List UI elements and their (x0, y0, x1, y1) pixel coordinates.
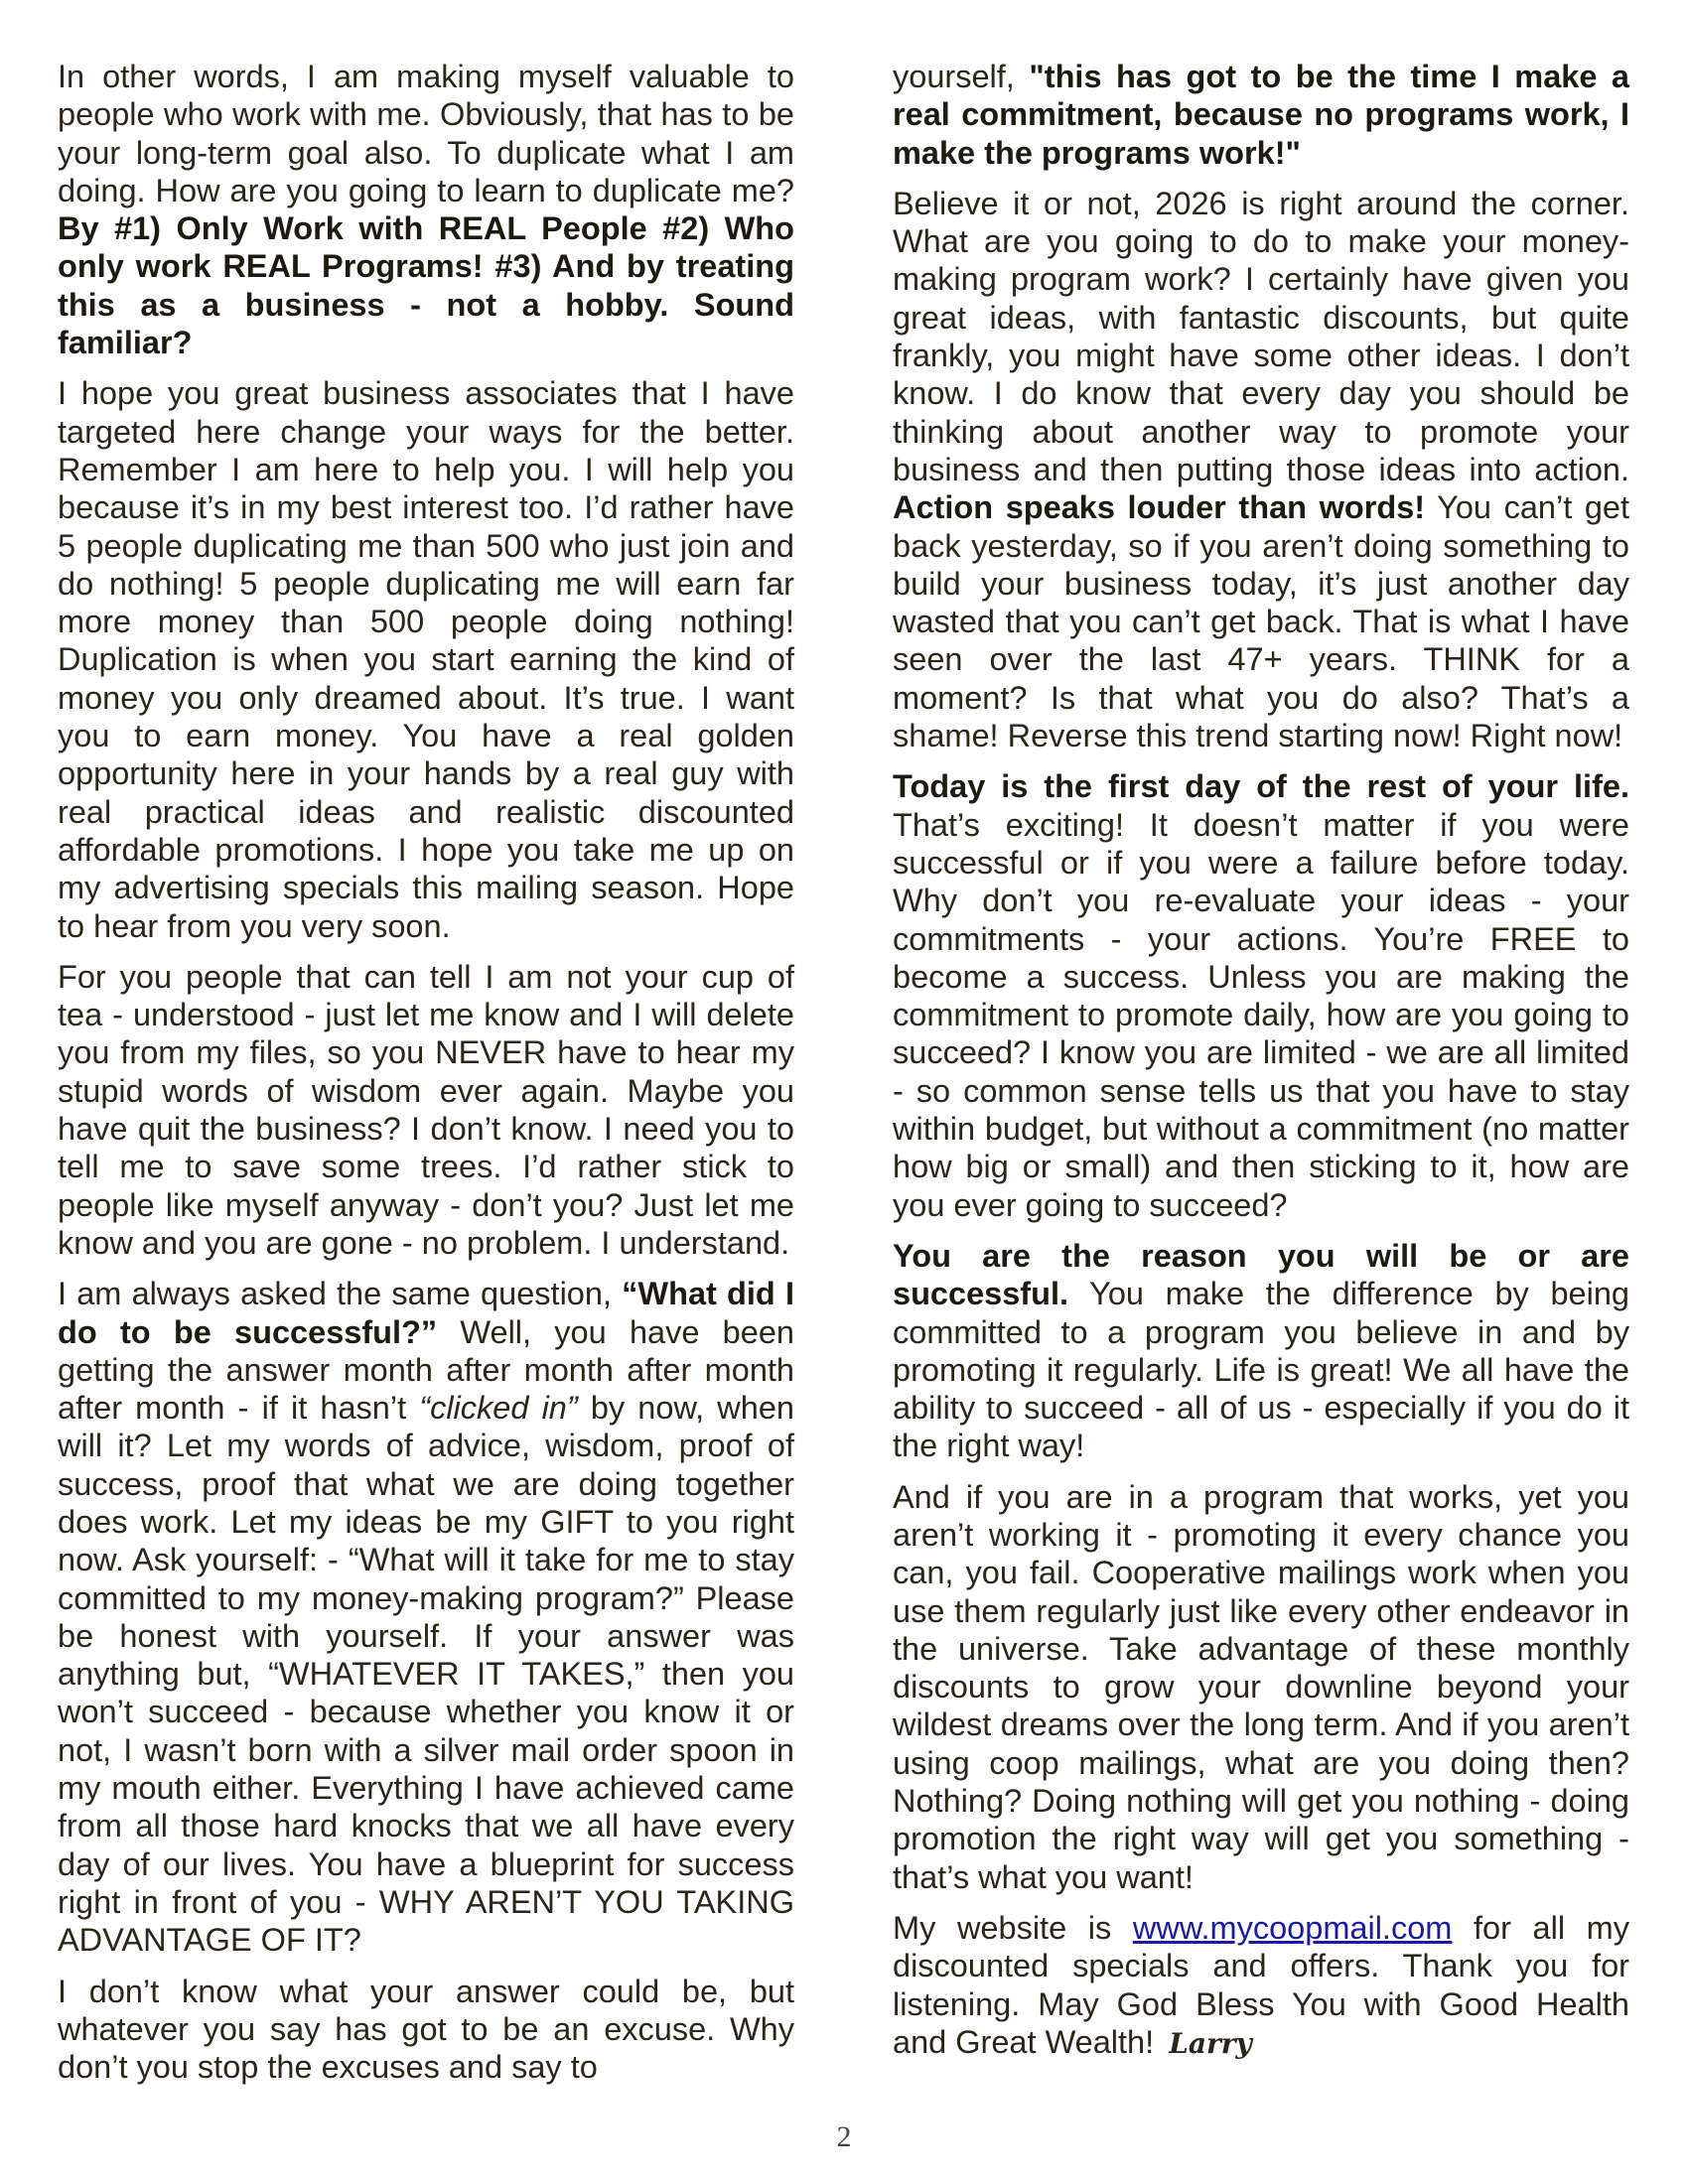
emphasis-text: "this has got to be the time I make a real commitment, because no programs work, I make the programs work!" (893, 59, 1630, 171)
paragraph (893, 185, 1629, 754)
paragraph-text: That’s exciting! It doesn’t matter if you were successful or if you were a failure before today. Why don’t you re-evaluate your ideas - your commitments - your actions. You’re FREE to become a success. Unless you are making the commitment to promote daily, how are you going to succeed? I know you are limited - we are all limited - so common sense tells us that you have to stay within budget, but without a commitment (no matter how big or small) and then sticking to it, how are you ever going to succeed? (893, 806, 1629, 1223)
paragraph: I don’t know what your answer could be, but whatever you say has got to be an excuse. Why don’t you stop the excuses and say to (58, 1973, 794, 2086)
emphasis-text: Today is the first day of the rest of your life. (893, 768, 1629, 805)
emphasis-text: By #1) Only Work with REAL People #2) Who only work REAL Programs! #3) And by treating this as a business - not a hobby. Sound familiar? (58, 210, 794, 361)
left-column (58, 58, 794, 2099)
paragraph (893, 1909, 1629, 2063)
paragraph-text: My website is (893, 1909, 1133, 1946)
paragraph-text: I am always asked the same question, (58, 1276, 623, 1312)
paragraph (58, 1275, 794, 1959)
paragraph (893, 58, 1629, 172)
paragraph (58, 58, 794, 361)
italic-text: “clicked in” (419, 1390, 578, 1427)
paragraph: I hope you great business associates that I have targeted here change your ways for the better. Remember I am here to help you. I will help you because it’s in my best interest too. I’d rather have 5 people duplicating me than 500 who just join and do nothing! 5 people duplicating me will earn far more money than 500 people doing nothing! Duplication is when you start earning the kind of money you only dreamed about. It’s true. I want you to earn money. You have a real golden opportunity here in your hands by a real guy with real practical ideas and realistic discounted affordable promotions. I hope you take me up on my advertising specials this mailing season. Hope to hear from you very soon. (58, 375, 794, 944)
paragraph: For you people that can tell I am not your cup of tea - understood - just let me know and I will delete you from my files, so you NEVER have to hear my stupid words of wisdom ever again. Maybe you have quit the business? I don’t know. I need you to tell me to save some trees. I’d rather stick to people like myself anyway - don’t you? Just let me know and you are gone - no problem. I understand. (58, 958, 794, 1261)
page-number: 2 (836, 2120, 852, 2153)
paragraph-text: You can’t get back yesterday, so if you aren’t doing something to build your business today, it’s just another day wasted that you can’t get back. That is what I have seen over the last 47+ years. THINK for a moment? Is that what you do also? That’s a shame! Reverse this trend starting now! Right now! (893, 489, 1629, 754)
paragraph (893, 1237, 1629, 1465)
paragraph-text: In other words, I am making myself valuable to people who work with me. Obviously, that has to be your long-term goal also. To duplicate what I am doing. How are you going to learn to duplicate me? (58, 59, 794, 208)
emphasis-text: “What did I do to be successful?” (58, 1276, 794, 1350)
signature: Larry (1169, 2026, 1252, 2060)
paragraph-text: for all my discounted specials and offers. Thank you for listening. May God Bless You with Good Health and Great Wealth! (893, 1909, 1629, 2060)
paragraph (893, 767, 1629, 1224)
right-column (893, 58, 1629, 2076)
paragraph-text: You make the difference by being committed to a program you believe in and by promoting it regularly. Life is great! We all have the ability to succeed - all of us - especially if you do it the right way! (893, 1276, 1629, 1464)
paragraph-text: Believe it or not, 2026 is right around the corner. What are you going to do to make your money-making program work? I certainly have given you great ideas, with fantastic discounts, but quite frankly, you might have some other ideas. I don’t know. I do know that every day you should be thinking about another way to promote your business and then putting those ideas into action. (893, 185, 1629, 487)
emphasis-text: You are the reason you will be or are successful. (893, 1237, 1629, 1312)
paragraph-text: yourself, (893, 59, 1030, 94)
paragraph-text: Well, you have been getting the answer month after month after month after month - if it hasn’t (58, 1313, 794, 1427)
website-link[interactable]: www.mycoopmail.com (1132, 1909, 1453, 1946)
paragraph-text: by now, when will it? Let my words of advice, wisdom, proof of success, proof that what we are doing together does work. Let my ideas be my GIFT to you right now. Ask yourself: - “What will it take for me to stay committed to my money-making program?” Please be honest with yourself. If your answer was anything but, “WHATEVER IT TAKES,” then you won’t succeed - because whether you know it or not, I wasn’t born with a silver mail order spoon in my mouth either. Everything I have achieved came from all those hard knocks that we all have every day of our lives. You have a blueprint for success right in front of you - WHY AREN’T YOU TAKING ADVANTAGE OF IT? (58, 1390, 795, 1959)
emphasis-text: Action speaks louder than words! (893, 489, 1426, 526)
paragraph: And if you are in a program that works, yet you aren’t working it - promoting it every chance you can, you fail. Cooperative mailings work when you use them regularly just like every other endeavor in the universe. Take advantage of these monthly discounts to grow your downline beyond your wildest dreams over the long term. And if you aren’t using coop mailings, what are you doing then? Nothing? Doing nothing will get you nothing - doing promotion the right way will get you something - that’s what you want! (893, 1478, 1629, 1895)
